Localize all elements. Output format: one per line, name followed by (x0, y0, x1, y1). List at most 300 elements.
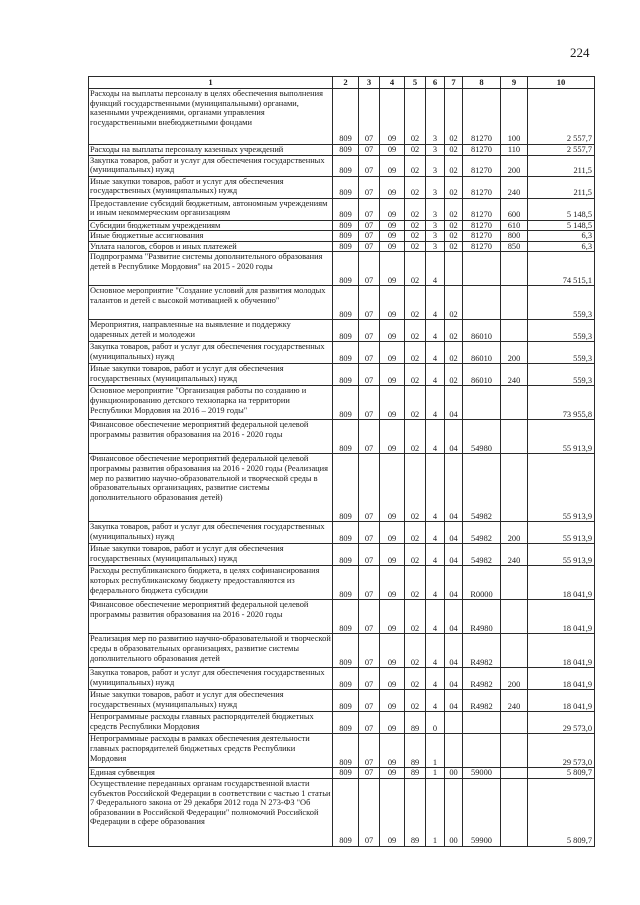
section-code: 07 (359, 252, 380, 286)
ministry-code: 809 (333, 231, 359, 242)
expense-type-code (501, 320, 528, 342)
direction-code (463, 286, 501, 320)
ministry-code: 809 (333, 566, 359, 600)
row-amount: 18 041,9 (528, 634, 595, 668)
row-amount: 6,3 (528, 241, 595, 252)
column-header-8: 8 (463, 77, 501, 89)
subsection-code: 09 (380, 734, 405, 768)
row-description: Подпрограмма "Развитие системы дополнительного образования детей в Республике Мордовия" на 2015 - 2020 годы (89, 252, 333, 286)
ministry-code: 809 (333, 690, 359, 712)
table-row (89, 89, 595, 145)
measure-code: 02 (445, 231, 463, 242)
table-row (89, 145, 595, 156)
expense-type-code (501, 778, 528, 846)
column-header-2: 2 (333, 77, 359, 89)
row-amount: 211,5 (528, 155, 595, 176)
subprogram-code: 3 (426, 145, 445, 156)
table-row (89, 198, 595, 220)
row-amount: 55 913,9 (528, 522, 595, 544)
row-description: Осуществление переданных органам государственной власти субъектов Российской Федерации в соответствии с частью 1 статьи 7 Федерального закона от 29 декабря 2012 года N 273-ФЗ "Об образовании в Российской Федерации" полномочий Российской Федерации в сфере образования (89, 778, 333, 846)
row-amount: 55 913,9 (528, 544, 595, 566)
measure-code: 04 (445, 420, 463, 454)
ministry-code: 809 (333, 734, 359, 768)
direction-code (463, 252, 501, 286)
table-row (89, 155, 595, 176)
section-code: 07 (359, 386, 380, 420)
row-description: Закупка товаров, работ и услуг для обеспечения государственных (муниципальных) нужд (89, 668, 333, 690)
subsection-code: 09 (380, 320, 405, 342)
subprogram-code: 4 (426, 522, 445, 544)
row-description: Финансовое обеспечение мероприятий федеральной целевой программы развития образования на 2016 - 2020 годы (Реализация мер по развитию научно-образовательной и творческой среды в образовательных организациях, развитие системы дополнительного образования детей) (89, 454, 333, 522)
ministry-code: 809 (333, 600, 359, 634)
program-code: 02 (405, 668, 426, 690)
table-row (89, 454, 595, 522)
subprogram-code: 4 (426, 364, 445, 386)
subsection-code: 09 (380, 241, 405, 252)
direction-code: R0000 (463, 566, 501, 600)
row-description: Расходы на выплаты персоналу казенных учреждений (89, 145, 333, 156)
expense-type-code: 200 (501, 342, 528, 364)
subprogram-code: 3 (426, 89, 445, 145)
subsection-code: 09 (380, 198, 405, 220)
table-row (89, 364, 595, 386)
expense-type-code: 200 (501, 155, 528, 176)
subprogram-code: 3 (426, 176, 445, 198)
ministry-code: 809 (333, 712, 359, 734)
table-row (89, 386, 595, 420)
direction-code (463, 386, 501, 420)
row-description: Иные закупки товаров, работ и услуг для обеспечения государственных (муниципальных) нужд (89, 176, 333, 198)
measure-code (445, 712, 463, 734)
row-amount: 211,5 (528, 176, 595, 198)
direction-code: 81270 (463, 145, 501, 156)
row-amount: 559,3 (528, 364, 595, 386)
table-row (89, 220, 595, 231)
column-header-7: 7 (445, 77, 463, 89)
program-code: 02 (405, 566, 426, 600)
direction-code: R4980 (463, 600, 501, 634)
row-amount: 55 913,9 (528, 420, 595, 454)
subprogram-code: 4 (426, 454, 445, 522)
subprogram-code: 4 (426, 544, 445, 566)
row-description: Финансовое обеспечение мероприятий федеральной целевой программы развития образования на 2016 - 2020 годы (89, 420, 333, 454)
row-amount: 5 809,7 (528, 778, 595, 846)
table-header-row (89, 77, 595, 89)
direction-code: 81270 (463, 198, 501, 220)
row-amount: 5 809,7 (528, 768, 595, 779)
row-amount: 73 955,8 (528, 386, 595, 420)
direction-code: 54982 (463, 454, 501, 522)
expense-type-code (501, 420, 528, 454)
section-code: 07 (359, 320, 380, 342)
ministry-code: 809 (333, 668, 359, 690)
row-amount: 5 148,5 (528, 220, 595, 231)
subprogram-code: 4 (426, 420, 445, 454)
row-description: Финансовое обеспечение мероприятий федеральной целевой программы развития образования на 2016 - 2020 годы (89, 600, 333, 634)
ministry-code: 809 (333, 286, 359, 320)
row-description: Иные бюджетные ассигнования (89, 231, 333, 242)
column-header-1: 1 (89, 77, 333, 89)
program-code: 02 (405, 522, 426, 544)
row-amount: 559,3 (528, 342, 595, 364)
section-code: 07 (359, 420, 380, 454)
program-code: 02 (405, 241, 426, 252)
ministry-code: 809 (333, 386, 359, 420)
row-amount: 18 041,9 (528, 566, 595, 600)
program-code: 89 (405, 734, 426, 768)
program-code: 89 (405, 768, 426, 779)
subsection-code: 09 (380, 89, 405, 145)
ministry-code: 809 (333, 89, 359, 145)
subprogram-code: 1 (426, 734, 445, 768)
section-code: 07 (359, 286, 380, 320)
subsection-code: 09 (380, 566, 405, 600)
expense-type-code: 800 (501, 231, 528, 242)
measure-code: 02 (445, 89, 463, 145)
direction-code (463, 712, 501, 734)
program-code: 02 (405, 286, 426, 320)
expense-type-code (501, 768, 528, 779)
section-code: 07 (359, 454, 380, 522)
subprogram-code: 3 (426, 198, 445, 220)
program-code: 02 (405, 420, 426, 454)
ministry-code: 809 (333, 155, 359, 176)
ministry-code: 809 (333, 342, 359, 364)
row-amount: 559,3 (528, 320, 595, 342)
table-row (89, 544, 595, 566)
program-code: 02 (405, 231, 426, 242)
program-code: 89 (405, 712, 426, 734)
subsection-code: 09 (380, 454, 405, 522)
table-row (89, 231, 595, 242)
subprogram-code: 4 (426, 286, 445, 320)
table-row (89, 320, 595, 342)
section-code: 07 (359, 89, 380, 145)
expense-type-code (501, 634, 528, 668)
section-code: 07 (359, 768, 380, 779)
subsection-code: 09 (380, 231, 405, 242)
subsection-code: 09 (380, 342, 405, 364)
measure-code: 02 (445, 145, 463, 156)
subsection-code: 09 (380, 420, 405, 454)
row-amount: 2 557,7 (528, 145, 595, 156)
measure-code: 04 (445, 544, 463, 566)
subprogram-code: 4 (426, 252, 445, 286)
subsection-code: 09 (380, 544, 405, 566)
row-amount: 559,3 (528, 286, 595, 320)
direction-code: 86010 (463, 320, 501, 342)
measure-code: 04 (445, 522, 463, 544)
column-header-5: 5 (405, 77, 426, 89)
section-code: 07 (359, 522, 380, 544)
direction-code: 54982 (463, 522, 501, 544)
row-description: Иные закупки товаров, работ и услуг для обеспечения государственных (муниципальных) нужд (89, 544, 333, 566)
direction-code: 54980 (463, 420, 501, 454)
direction-code: 81270 (463, 220, 501, 231)
subsection-code: 09 (380, 145, 405, 156)
row-amount: 55 913,9 (528, 454, 595, 522)
column-header-9: 9 (501, 77, 528, 89)
subprogram-code: 3 (426, 155, 445, 176)
measure-code: 02 (445, 220, 463, 231)
table-row (89, 690, 595, 712)
subsection-code: 09 (380, 386, 405, 420)
table-row (89, 241, 595, 252)
row-amount: 18 041,9 (528, 690, 595, 712)
program-code: 02 (405, 600, 426, 634)
expense-type-code: 600 (501, 198, 528, 220)
ministry-code: 809 (333, 220, 359, 231)
row-description: Иные закупки товаров, работ и услуг для обеспечения государственных (муниципальных) нужд (89, 690, 333, 712)
subsection-code: 09 (380, 364, 405, 386)
ministry-code: 809 (333, 768, 359, 779)
ministry-code: 809 (333, 320, 359, 342)
row-description: Субсидии бюджетным учреждениям (89, 220, 333, 231)
subsection-code: 09 (380, 634, 405, 668)
row-description: Уплата налогов, сборов и иных платежей (89, 241, 333, 252)
row-amount: 29 573,0 (528, 712, 595, 734)
ministry-code: 809 (333, 198, 359, 220)
program-code: 02 (405, 320, 426, 342)
measure-code: 02 (445, 241, 463, 252)
subprogram-code: 3 (426, 231, 445, 242)
program-code: 02 (405, 89, 426, 145)
expense-type-code: 240 (501, 544, 528, 566)
expense-type-code (501, 712, 528, 734)
measure-code: 02 (445, 286, 463, 320)
subprogram-code: 1 (426, 778, 445, 846)
direction-code: 54982 (463, 544, 501, 566)
row-description: Непрограммные расходы в рамках обеспечения деятельности главных распорядителей бюджетных средств Республики Мордовия (89, 734, 333, 768)
subprogram-code: 4 (426, 634, 445, 668)
section-code: 07 (359, 198, 380, 220)
subsection-code: 09 (380, 220, 405, 231)
expense-type-code: 200 (501, 668, 528, 690)
expense-type-code: 240 (501, 176, 528, 198)
row-description: Предоставление субсидий бюджетным, автономным учреждениям и иным некоммерческим организациям (89, 198, 333, 220)
section-code: 07 (359, 634, 380, 668)
table-row (89, 286, 595, 320)
measure-code: 02 (445, 198, 463, 220)
table-row (89, 176, 595, 198)
program-code: 02 (405, 145, 426, 156)
program-code: 02 (405, 544, 426, 566)
row-description: Расходы на выплаты персоналу в целях обеспечения выполнения функций государственными (муниципальными) органами, казенными учреждениями, органами управления государственными внебюджетными фондами (89, 89, 333, 145)
section-code: 07 (359, 712, 380, 734)
row-amount: 2 557,7 (528, 89, 595, 145)
ministry-code: 809 (333, 145, 359, 156)
expense-type-code: 240 (501, 364, 528, 386)
expense-type-code: 100 (501, 89, 528, 145)
section-code: 07 (359, 690, 380, 712)
measure-code (445, 734, 463, 768)
subprogram-code: 4 (426, 320, 445, 342)
measure-code: 04 (445, 600, 463, 634)
budget-table (88, 76, 595, 847)
section-code: 07 (359, 544, 380, 566)
ministry-code: 809 (333, 522, 359, 544)
subsection-code: 09 (380, 252, 405, 286)
direction-code (463, 734, 501, 768)
measure-code: 04 (445, 634, 463, 668)
expense-type-code (501, 286, 528, 320)
expense-type-code: 850 (501, 241, 528, 252)
subsection-code: 09 (380, 690, 405, 712)
subprogram-code: 0 (426, 712, 445, 734)
program-code: 02 (405, 364, 426, 386)
subsection-code: 09 (380, 600, 405, 634)
section-code: 07 (359, 241, 380, 252)
row-description: Закупка товаров, работ и услуг для обеспечения государственных (муниципальных) нужд (89, 522, 333, 544)
table-row (89, 778, 595, 846)
section-code: 07 (359, 155, 380, 176)
measure-code: 04 (445, 668, 463, 690)
section-code: 07 (359, 600, 380, 634)
column-header-3: 3 (359, 77, 380, 89)
ministry-code: 809 (333, 364, 359, 386)
table-row (89, 566, 595, 600)
table-row (89, 522, 595, 544)
section-code: 07 (359, 231, 380, 242)
row-description: Закупка товаров, работ и услуг для обеспечения государственных (муниципальных) нужд (89, 155, 333, 176)
subsection-code: 09 (380, 176, 405, 198)
section-code: 07 (359, 668, 380, 690)
subprogram-code: 3 (426, 241, 445, 252)
row-description: Единая субвенция (89, 768, 333, 779)
direction-code: 59000 (463, 768, 501, 779)
direction-code: 86010 (463, 364, 501, 386)
measure-code: 04 (445, 386, 463, 420)
row-amount: 18 041,9 (528, 668, 595, 690)
table-row (89, 768, 595, 779)
row-description: Основное мероприятие "Создание условий для развития молодых талантов и детей с высокой мотивацией к обучению" (89, 286, 333, 320)
row-description: Мероприятия, направленные на выявление и поддержку одаренных детей и молодежи (89, 320, 333, 342)
subsection-code: 09 (380, 668, 405, 690)
expense-type-code (501, 600, 528, 634)
program-code: 02 (405, 220, 426, 231)
section-code: 07 (359, 364, 380, 386)
program-code: 89 (405, 778, 426, 846)
expense-type-code (501, 386, 528, 420)
program-code: 02 (405, 690, 426, 712)
program-code: 02 (405, 386, 426, 420)
table-row (89, 734, 595, 768)
expense-type-code: 240 (501, 690, 528, 712)
measure-code: 00 (445, 778, 463, 846)
direction-code: R4982 (463, 634, 501, 668)
measure-code: 02 (445, 176, 463, 198)
direction-code: R4982 (463, 668, 501, 690)
measure-code: 04 (445, 454, 463, 522)
column-header-6: 6 (426, 77, 445, 89)
subsection-code: 09 (380, 522, 405, 544)
table-row (89, 712, 595, 734)
table-row (89, 634, 595, 668)
row-description: Расходы республиканского бюджета, в целях софинансирования которых республиканскому бюджету предоставляются из федерального бюджета субсидии (89, 566, 333, 600)
direction-code: 81270 (463, 89, 501, 145)
expense-type-code (501, 734, 528, 768)
direction-code: 81270 (463, 155, 501, 176)
expense-type-code: 110 (501, 145, 528, 156)
measure-code: 02 (445, 155, 463, 176)
table-row (89, 600, 595, 634)
subsection-code: 09 (380, 286, 405, 320)
subsection-code: 09 (380, 155, 405, 176)
table-row (89, 420, 595, 454)
table-row (89, 668, 595, 690)
program-code: 02 (405, 454, 426, 522)
section-code: 07 (359, 734, 380, 768)
program-code: 02 (405, 176, 426, 198)
row-description: Иные закупки товаров, работ и услуг для обеспечения государственных (муниципальных) нужд (89, 364, 333, 386)
subsection-code: 09 (380, 768, 405, 779)
subprogram-code: 1 (426, 768, 445, 779)
direction-code: 81270 (463, 231, 501, 242)
row-amount: 6,3 (528, 231, 595, 242)
program-code: 02 (405, 198, 426, 220)
direction-code: R4982 (463, 690, 501, 712)
ministry-code: 809 (333, 778, 359, 846)
row-description: Основное мероприятие "Организация работы по созданию и функционированию детского технопарка на территории Республики Мордовия на 2016 – 2019 годы" (89, 386, 333, 420)
row-description: Непрограммные расходы главных распорядителей бюджетных средств Республики Мордовия (89, 712, 333, 734)
column-header-4: 4 (380, 77, 405, 89)
row-description: Закупка товаров, работ и услуг для обеспечения государственных (муниципальных) нужд (89, 342, 333, 364)
section-code: 07 (359, 566, 380, 600)
expense-type-code: 200 (501, 522, 528, 544)
measure-code: 02 (445, 364, 463, 386)
direction-code: 86010 (463, 342, 501, 364)
direction-code: 81270 (463, 241, 501, 252)
expense-type-code: 610 (501, 220, 528, 231)
program-code: 02 (405, 155, 426, 176)
section-code: 07 (359, 176, 380, 198)
program-code: 02 (405, 252, 426, 286)
subprogram-code: 3 (426, 220, 445, 231)
ministry-code: 809 (333, 634, 359, 668)
program-code: 02 (405, 634, 426, 668)
direction-code: 59900 (463, 778, 501, 846)
ministry-code: 809 (333, 252, 359, 286)
table-row (89, 252, 595, 286)
row-amount: 18 041,9 (528, 600, 595, 634)
subprogram-code: 4 (426, 600, 445, 634)
measure-code (445, 252, 463, 286)
expense-type-code (501, 566, 528, 600)
subprogram-code: 4 (426, 386, 445, 420)
column-header-10: 10 (528, 77, 595, 89)
row-amount: 29 573,0 (528, 734, 595, 768)
ministry-code: 809 (333, 176, 359, 198)
row-amount: 74 515,1 (528, 252, 595, 286)
direction-code: 81270 (463, 176, 501, 198)
subprogram-code: 4 (426, 342, 445, 364)
ministry-code: 809 (333, 454, 359, 522)
ministry-code: 809 (333, 420, 359, 454)
measure-code: 02 (445, 342, 463, 364)
subprogram-code: 4 (426, 690, 445, 712)
page-number: 224 (570, 45, 590, 60)
ministry-code: 809 (333, 241, 359, 252)
expense-type-code (501, 454, 528, 522)
section-code: 07 (359, 145, 380, 156)
subsection-code: 09 (380, 712, 405, 734)
measure-code: 02 (445, 320, 463, 342)
subsection-code: 09 (380, 778, 405, 846)
subprogram-code: 4 (426, 668, 445, 690)
measure-code: 04 (445, 566, 463, 600)
program-code: 02 (405, 342, 426, 364)
section-code: 07 (359, 778, 380, 846)
